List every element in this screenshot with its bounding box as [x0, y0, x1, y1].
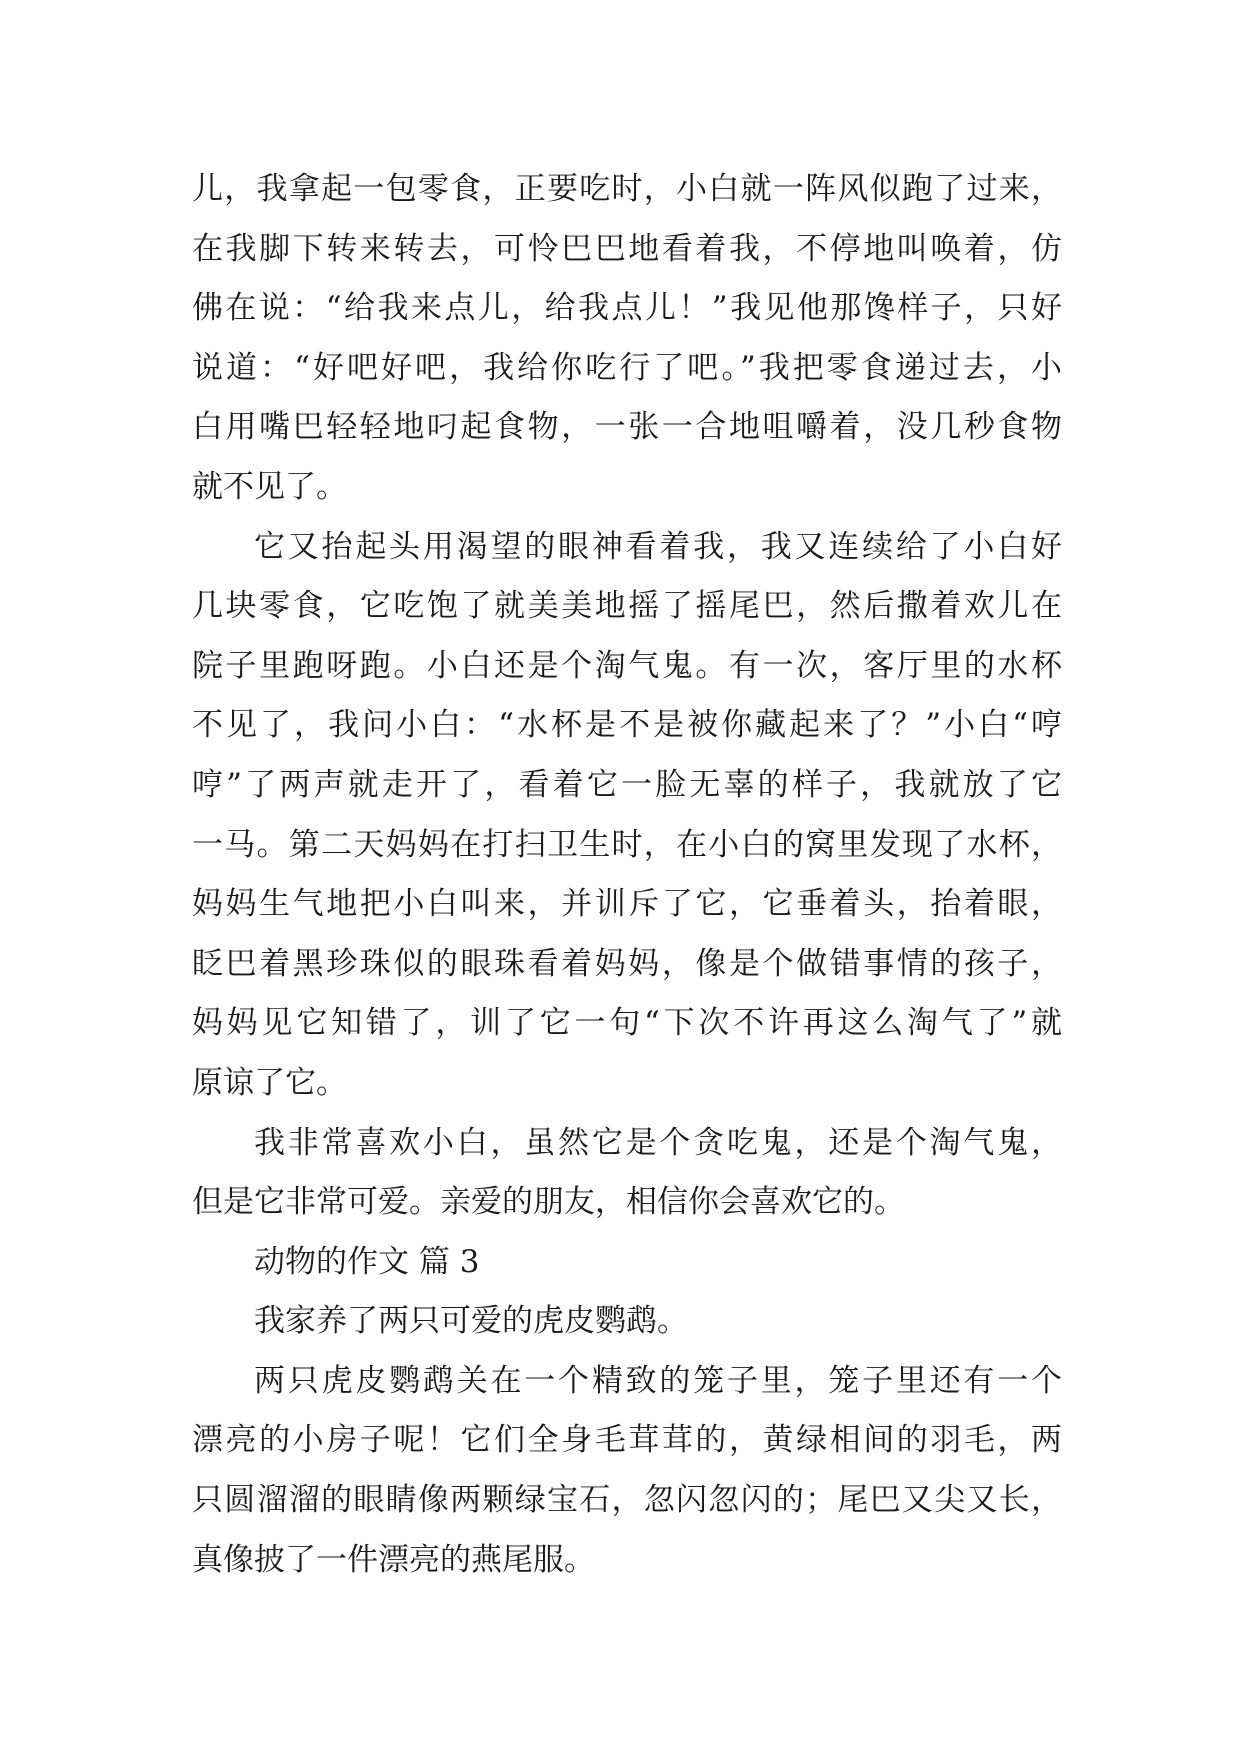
text-line: 就不见了。: [192, 468, 347, 505]
text-line: 眨巴着黑珍珠似的眼珠看着妈妈，像是个做错事情的孩子，: [192, 945, 1062, 982]
paragraph-start-line: 我非常喜欢小白，虽然它是个贪吃鬼，还是个淘气鬼，: [254, 1124, 1062, 1161]
text-line: 不见了，我问小白：“水杯是不是被你藏起来了？”小白“哼: [192, 707, 1062, 744]
text-line: 哼”了两声就走开了，看着它一脸无辜的样子，我就放了它: [192, 766, 1062, 803]
section-heading: 动物的作文 篇 3: [254, 1243, 480, 1280]
text-line: 佛在说：“给我来点儿，给我点儿！”我见他那馋样子，只好: [192, 290, 1062, 327]
paragraph-start-line: 我家养了两只可爱的虎皮鹦鹉。: [254, 1303, 688, 1340]
document-body: [192, 160, 1062, 1590]
text-line: 原谅了它。: [192, 1064, 347, 1101]
text-line: 院子里跑呀跑。小白还是个淘气鬼。有一次，客厅里的水杯: [192, 647, 1062, 684]
text-line: 一马。第二天妈妈在打扫卫生时，在小白的窝里发现了水杯，: [192, 826, 1062, 863]
text-line: 在我脚下转来转去，可怜巴巴地看着我，不停地叫唤着，仿: [192, 230, 1062, 267]
paragraph-start-line: 两只虎皮鹦鹉关在一个精致的笼子里，笼子里还有一个: [254, 1362, 1062, 1399]
text-line: 漂亮的小房子呢！它们全身毛茸茸的，黄绿相间的羽毛，两: [192, 1422, 1062, 1459]
text-line: 但是它非常可爱。亲爱的朋友，相信你会喜欢它的。: [192, 1184, 905, 1221]
text-line: 妈妈见它知错了，训了它一句“下次不许再这么淘气了”就: [192, 1005, 1062, 1042]
text-line: 说道：“好吧好吧，我给你吃行了吧。”我把零食递过去，小: [192, 349, 1062, 386]
text-line: 真像披了一件漂亮的燕尾服。: [192, 1541, 595, 1578]
text-line: 几块零食，它吃饱了就美美地摇了摇尾巴，然后撒着欢儿在: [192, 588, 1062, 625]
text-line: 儿，我拿起一包零食，正要吃时，小白就一阵风似跑了过来，: [192, 171, 1062, 207]
text-line: 妈妈生气地把小白叫来，并训斥了它，它垂着头，抬着眼，: [192, 886, 1062, 923]
text-line: 白用嘴巴轻轻地叼起食物，一张一合地咀嚼着，没几秒食物: [192, 409, 1062, 446]
text-line: 只圆溜溜的眼睛像两颗绿宝石，忽闪忽闪的；尾巴又尖又长，: [192, 1482, 1062, 1519]
paragraph-start-line: 它又抬起头用渴望的眼神看着我，我又连续给了小白好: [254, 528, 1062, 565]
